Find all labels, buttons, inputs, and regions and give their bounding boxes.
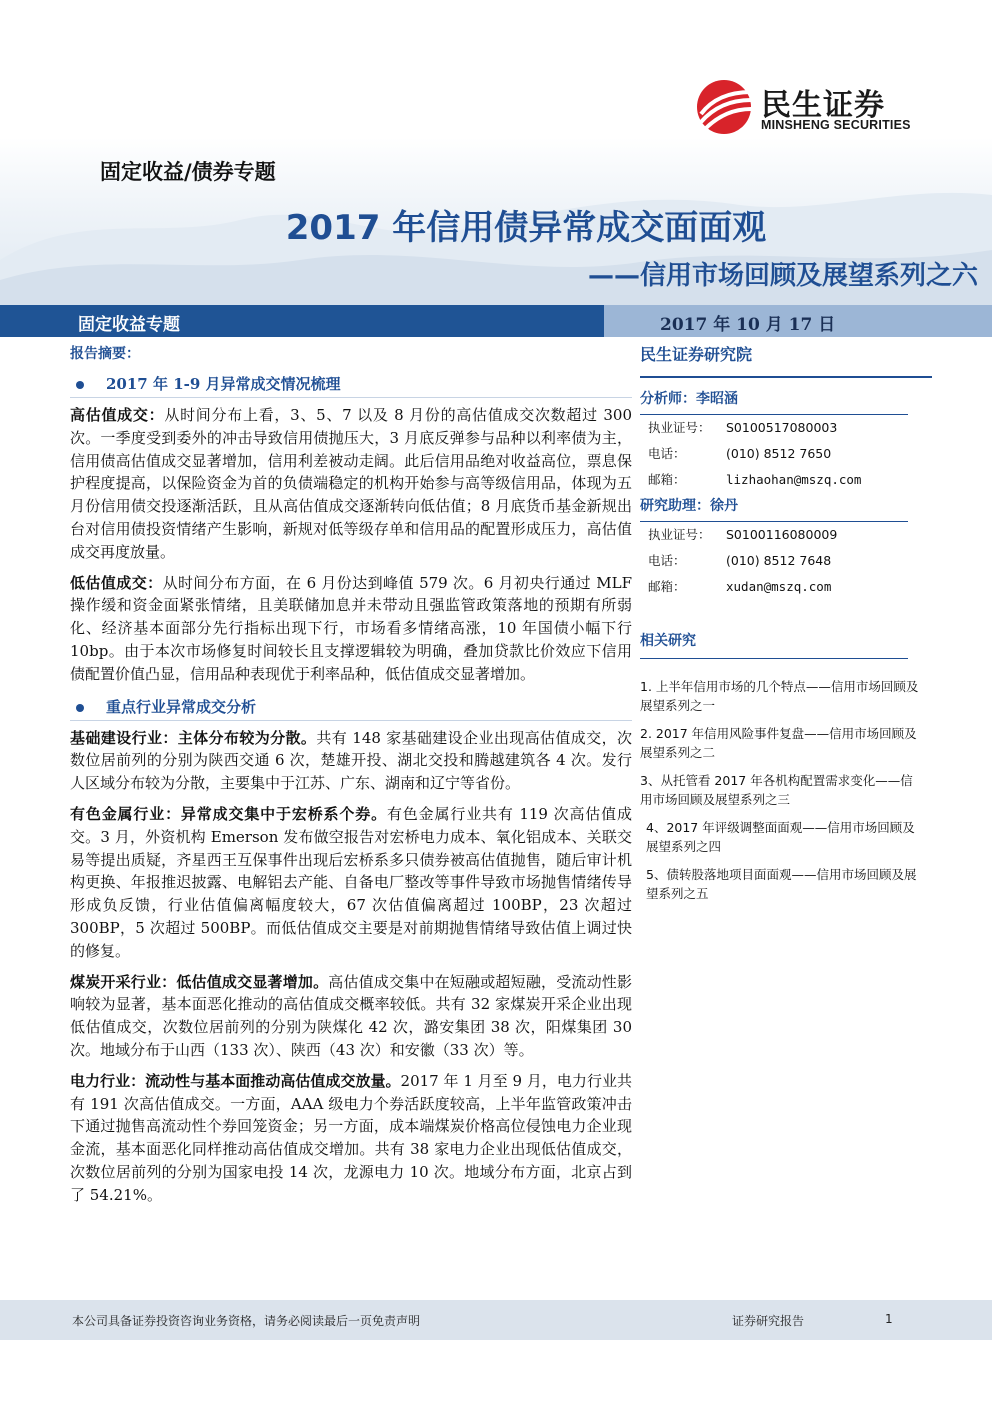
abstract-heading: 报告摘要： [70, 346, 140, 362]
related-research-item[interactable]: 5、债转股落地项目面面观——信用市场回顾及展望系列之五 [646, 867, 917, 901]
assistant-heading: 研究助理：徐丹 [640, 498, 738, 514]
assistant-license [640, 522, 932, 548]
paragraph-lead: 高估值成交： [70, 406, 165, 424]
paragraph-lead: 基础建设行业：主体分布较为分散。 [70, 728, 317, 747]
bullet-text: 重点行业异常成交分析 [106, 697, 257, 716]
field-label: 邮箱： [648, 472, 686, 487]
analyst-phone [640, 441, 932, 467]
section-bar-label: 固定收益专题 [78, 315, 180, 335]
report-type-label: 证券研究报告 [732, 1314, 805, 1328]
paragraph-text: 共有 148 家基础建设企业出现高估值成交，次数位居前列的分别为陕西交通 6 次，楚雄开投、湖北交投和腾越建筑各 4 次。发行人区域分布较为分散，主要集中于江苏、广东、湖南和辽宁等省份。 [70, 728, 632, 793]
report-date: 2017 年 10 月 17 日 [660, 315, 836, 335]
logo-chinese-name: 民生证券 [761, 88, 885, 123]
paragraph-text: 高估值成交集中在短融或超短融，受流动性影响较为显著，基本面恶化推动的高估值成交概率较低。共有 32 家煤炭开采企业出现低估值成交，次数位居前列的分别为陕煤化 42 次，潞安集团 38 次，阳煤集团 30 次。地域分布于山西（133 次）、陕西（43 次）和安徽（33 次）等。 [70, 972, 632, 1059]
logo-emblem-icon [693, 78, 755, 136]
research-institute: 民生证券研究院 [640, 345, 753, 364]
related-research-item[interactable]: 2. 2017 年信用风险事件复盘——信用市场回顾及展望系列之二 [640, 726, 917, 760]
paragraph-text: 2017 年 1 月至 9 月，电力行业共有 191 次高估值成交。一方面，AAA 级电力个券活跃度较高，上半年监管政策冲击下通过抛售高流动性个券回笼资金；另一方面，成本端煤炭价格高位侵蚀电力企业现金流，基本面恶化同样推动高估值成交增加。共有 38 家电力企业出现低估值成交，次数位居前列的分别为国家电投 14 次，龙源电力 10 次。地域分布方面，北京占到了 54.21%。 [70, 1071, 632, 1204]
section-bullet [70, 371, 632, 398]
field-value: S0100116080009 [726, 527, 838, 542]
field-value: S0100517080003 [726, 420, 838, 435]
section-bullet [70, 694, 632, 721]
related-research-heading: 相关研究 [640, 633, 696, 649]
paragraph-lead: 低估值成交： [70, 573, 163, 592]
analyst-heading: 分析师：李昭涵 [640, 391, 738, 407]
paragraph-lead: 电力行业：流动性与基本面推动高估值成交放量。 [70, 1071, 401, 1090]
field-label: 邮箱： [648, 579, 686, 594]
logo-english-name: MINSHENG SECURITIES [761, 118, 911, 132]
report-title: 2017 年信用债异常成交面面观 [285, 208, 767, 248]
field-value: xudan@mszq.com [726, 579, 832, 594]
abstract-paragraph [70, 803, 632, 963]
assistant-email [640, 574, 932, 600]
company-logo [693, 78, 933, 138]
abstract-paragraph [70, 404, 632, 564]
abstract-column [70, 343, 632, 1215]
assistant-phone [640, 548, 932, 574]
analyst-license [640, 415, 932, 441]
paragraph-text: 有色金属行业共有 119 次高估值成交。3 月，外资机构 Emerson 发布做空报告对宏桥电力成本、氧化铝成本、关联交易等提出质疑，齐星西王互保事件出现后宏桥系多只债券被高估值抛售，随后审计机构更换、年报推迟披露、电解铝去产能、自备电厂整改等事件导致市场抛售情绪传导形成负反馈，行业估值偏离幅度较大，67 次估值偏离超过 100BP，23 次超过 300BP，5 次超过 500BP。而低估值成交主要是对前期抛售情绪导致估值上调过快的修复。 [70, 804, 632, 960]
field-value: (010) 8512 7648 [726, 553, 832, 568]
related-research-item[interactable]: 4、2017 年评级调整面面观——信用市场回顾及展望系列之四 [646, 820, 915, 854]
field-label: 电话： [648, 446, 686, 461]
report-subtitle: ——信用市场回顾及展望系列之六 [587, 261, 978, 291]
field-label: 电话： [648, 553, 686, 568]
abstract-paragraph [70, 572, 632, 686]
paragraph-lead: 煤炭开采行业：低估值成交显著增加。 [70, 972, 329, 991]
paragraph-text: 从时间分布方面，在 6 月份达到峰值 579 次。6 月初央行通过 MLF 操作缓和资金面紧张情绪，且美联储加息并未带动且强监管政策落地的预期有所弱化、经济基本面部分先行指标出现下行，市场看多情绪高涨，10 年国债小幅下行 10bp。由于本次市场修复时间较长且支撑逻辑较为明确，叠加贷款比价效应下信用债配置价值凸显，信用品种表现优于利率品种，低估值成交显著增加。 [70, 573, 632, 683]
field-value: lizhaohan@mszq.com [726, 472, 862, 487]
divider [640, 658, 908, 659]
field-value: (010) 8512 7650 [726, 446, 832, 461]
paragraph-lead: 有色金属行业：异常成交集中于宏桥系个券。 [70, 804, 387, 823]
sidebar [640, 337, 932, 903]
abstract-paragraph [70, 1070, 632, 1207]
related-research-item[interactable]: 3、从托管看 2017 年各机构配置需求变化——信用市场回顾及展望系列之三 [640, 773, 913, 807]
abstract-paragraph [70, 727, 632, 795]
field-label: 执业证号： [648, 527, 711, 542]
page-number: 1 [885, 1312, 893, 1326]
related-research-item[interactable]: 1. 上半年信用市场的几个特点——信用市场回顾及展望系列之一 [640, 679, 919, 713]
disclaimer-notice: 本公司具备证券投资咨询业务资格，请务必阅读最后一页免责声明 [72, 1314, 421, 1328]
bullet-dot-icon [76, 381, 84, 389]
abstract-paragraph [70, 971, 632, 1062]
bullet-text: 2017 年 1-9 月异常成交情况梳理 [106, 375, 341, 393]
divider [640, 376, 932, 378]
field-label: 执业证号： [648, 420, 711, 435]
report-category: 固定收益/债券专题 [100, 159, 276, 184]
analyst-email [640, 467, 932, 493]
bullet-dot-icon [76, 704, 84, 712]
paragraph-text: 从时间分布上看，3、5、7 以及 8 月份的高估值成交次数超过 300 次。一季度受到委外的冲击导致信用债抛压大，3 月底反弹参与品种以利率债为主，信用债高估值成交显著增加，信用利差被动走阔。此后信用品绝对收益高位，票息保护程度提高，以保险资金为首的负债端稳定的机构开始参与高等级信用品，体现为五月份信用债交投逐渐活跃，且从高估值成交逐渐转向低估值；8 月底货币基金新规出台对信用债投资情绪产生影响，新规对低等级存单和信用品的配置形成压力，高估值成交再度放量。 [70, 406, 632, 561]
